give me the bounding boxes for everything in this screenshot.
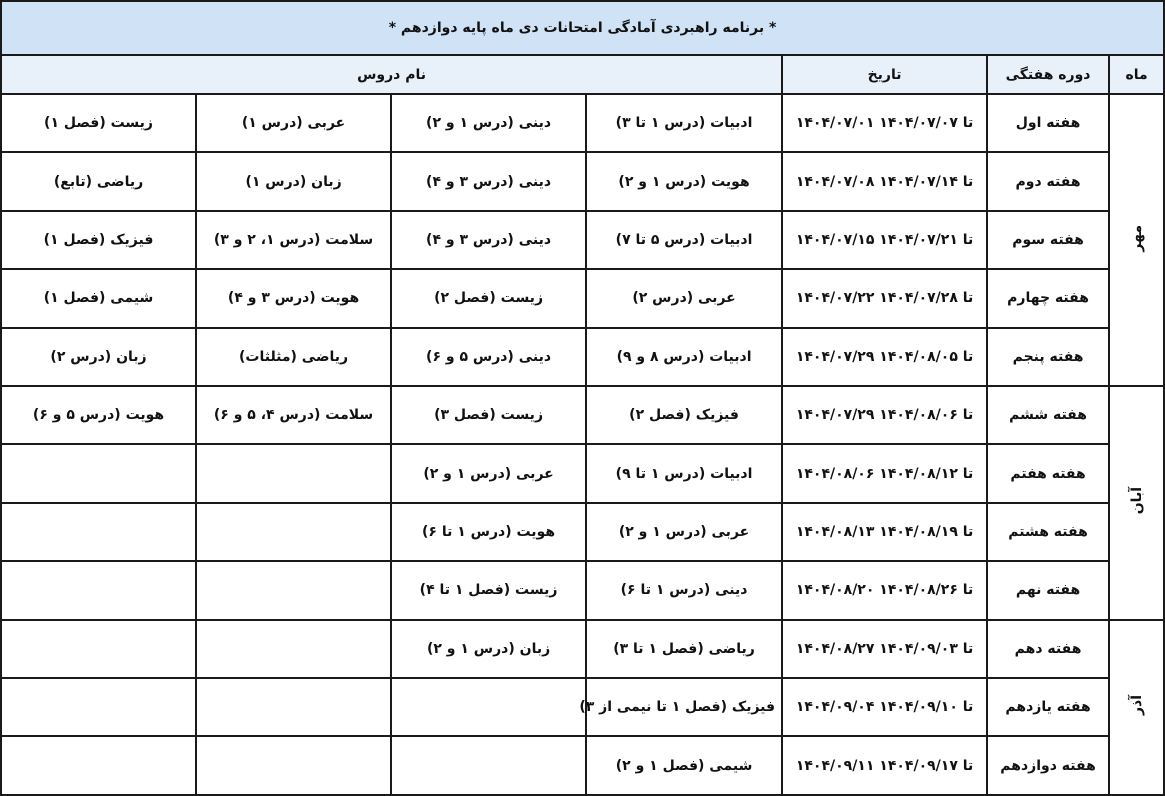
week-cell: هفته دوازدهم — [987, 736, 1109, 795]
subject-cell: سلامت (درس ۱، ۲ و ۳) — [196, 211, 391, 269]
table-row — [1, 328, 1164, 386]
week-cell: هفته پنجم — [987, 328, 1109, 386]
subject-cell: دینی (درس ۵ و ۶) — [391, 328, 586, 386]
week-cell: هفته سوم — [987, 211, 1109, 269]
subject-cell: فیزیک (فصل ۲) — [586, 386, 782, 444]
subject-cell: زبان (درس ۲) — [1, 328, 196, 386]
month-label: مهر — [1128, 224, 1145, 252]
subject-cell — [196, 620, 391, 678]
week-cell: هفته دوم — [987, 152, 1109, 210]
subject-cell: هویت (درس ۳ و ۴) — [196, 269, 391, 327]
subject-cell: فیزیک (فصل ۱ تا نیمی از ۳) — [586, 678, 782, 736]
subject-cell: دینی (درس ۱ و ۲) — [391, 94, 586, 152]
table-row — [1, 736, 1164, 795]
month-cell — [1109, 386, 1164, 620]
subject-cell: عربی (درس ۱ و ۲) — [391, 444, 586, 502]
header-month: ماه — [1109, 55, 1164, 94]
subject-cell: زیست (فصل ۱ تا ۴) — [391, 561, 586, 619]
header-week: دوره هفتگی — [987, 55, 1109, 94]
subject-cell: دینی (درس ۳ و ۴) — [391, 152, 586, 210]
subject-cell — [196, 444, 391, 502]
subject-cell — [196, 736, 391, 795]
subject-cell: زبان (درس ۱ و ۲) — [391, 620, 586, 678]
date-range-cell: ۱۴۰۴/۰۷/۲۲ تا ۱۴۰۴/۰۷/۲۸ — [782, 269, 987, 327]
header-date: تاریخ — [782, 55, 987, 94]
subject-cell: ریاضی (مثلثات) — [196, 328, 391, 386]
subject-cell: فیزیک (فصل ۱) — [1, 211, 196, 269]
table-row — [1, 444, 1164, 502]
date-range-cell: ۱۴۰۴/۰۷/۲۹ تا ۱۴۰۴/۰۸/۰۶ — [782, 386, 987, 444]
month-cell — [1109, 620, 1164, 795]
date-range-cell: ۱۴۰۴/۰۷/۲۹ تا ۱۴۰۴/۰۸/۰۵ — [782, 328, 987, 386]
week-cell: هفته اول — [987, 94, 1109, 152]
subject-cell: هویت (درس ۱ تا ۶) — [391, 503, 586, 561]
table-row — [1, 152, 1164, 210]
subject-cell — [1, 736, 196, 795]
subject-cell — [1, 444, 196, 502]
subject-cell: عربی (درس ۲) — [586, 269, 782, 327]
subject-cell — [1, 678, 196, 736]
header-subjects: نام دروس — [1, 55, 782, 94]
date-range-cell: ۱۴۰۴/۰۷/۰۸ تا ۱۴۰۴/۰۷/۱۴ — [782, 152, 987, 210]
subject-cell: سلامت (درس ۴، ۵ و ۶) — [196, 386, 391, 444]
week-cell: هفته چهارم — [987, 269, 1109, 327]
schedule-body — [1, 94, 1164, 795]
subject-cell: ادبیات (درس ۱ تا ۹) — [586, 444, 782, 502]
subject-cell: شیمی (فصل ۱) — [1, 269, 196, 327]
week-cell: هفته هشتم — [987, 503, 1109, 561]
subject-cell: هویت (درس ۵ و ۶) — [1, 386, 196, 444]
date-range-cell: ۱۴۰۴/۰۷/۱۵ تا ۱۴۰۴/۰۷/۲۱ — [782, 211, 987, 269]
subject-cell: عربی (درس ۱) — [196, 94, 391, 152]
date-range-cell: ۱۴۰۴/۰۸/۲۰ تا ۱۴۰۴/۰۸/۲۶ — [782, 561, 987, 619]
week-cell: هفته ششم — [987, 386, 1109, 444]
subject-cell — [391, 736, 586, 795]
week-cell: هفته دهم — [987, 620, 1109, 678]
subject-cell: هویت (درس ۱ و ۲) — [586, 152, 782, 210]
subject-cell: ادبیات (درس ۱ تا ۳) — [586, 94, 782, 152]
subject-cell — [196, 678, 391, 736]
table-row — [1, 561, 1164, 619]
month-label: آذر — [1128, 695, 1145, 716]
subject-cell — [196, 561, 391, 619]
subject-cell: دینی (درس ۳ و ۴) — [391, 211, 586, 269]
table-row — [1, 503, 1164, 561]
month-cell — [1109, 94, 1164, 386]
table-row — [1, 211, 1164, 269]
month-label: آبان — [1128, 487, 1145, 515]
table-row — [1, 620, 1164, 678]
subject-cell: زیست (فصل ۱) — [1, 94, 196, 152]
date-range-cell: ۱۴۰۴/۰۸/۲۷ تا ۱۴۰۴/۰۹/۰۳ — [782, 620, 987, 678]
date-range-cell: ۱۴۰۴/۰۸/۱۳ تا ۱۴۰۴/۰۸/۱۹ — [782, 503, 987, 561]
subject-cell — [1, 561, 196, 619]
date-range-cell: ۱۴۰۴/۰۹/۰۴ تا ۱۴۰۴/۰۹/۱۰ — [782, 678, 987, 736]
table-row — [1, 94, 1164, 152]
subject-cell: ریاضی (فصل ۱ تا ۳) — [586, 620, 782, 678]
date-range-cell: ۱۴۰۴/۰۸/۰۶ تا ۱۴۰۴/۰۸/۱۲ — [782, 444, 987, 502]
subject-cell: زبان (درس ۱) — [196, 152, 391, 210]
subject-cell — [196, 503, 391, 561]
subject-cell — [1, 503, 196, 561]
subject-cell: شیمی (فصل ۱ و ۲) — [586, 736, 782, 795]
subject-cell: دینی (درس ۱ تا ۶) — [586, 561, 782, 619]
subject-cell: ادبیات (درس ۸ و ۹) — [586, 328, 782, 386]
subject-cell — [1, 620, 196, 678]
table-row — [1, 386, 1164, 444]
subject-cell — [391, 678, 586, 736]
date-range-cell: ۱۴۰۴/۰۷/۰۱ تا ۱۴۰۴/۰۷/۰۷ — [782, 94, 987, 152]
table-row — [1, 269, 1164, 327]
subject-cell: عربی (درس ۱ و ۲) — [586, 503, 782, 561]
week-cell: هفته نهم — [987, 561, 1109, 619]
subject-cell: ادبیات (درس ۵ تا ۷) — [586, 211, 782, 269]
week-cell: هفته هفتم — [987, 444, 1109, 502]
subject-cell: زیست (فصل ۲) — [391, 269, 586, 327]
subject-cell: زیست (فصل ۳) — [391, 386, 586, 444]
date-range-cell: ۱۴۰۴/۰۹/۱۱ تا ۱۴۰۴/۰۹/۱۷ — [782, 736, 987, 795]
table-row — [1, 678, 1164, 736]
page-title: * برنامه راهبردی آمادگی امتحانات دی ماه پایه دوازدهم * — [1, 1, 1164, 55]
subject-cell: ریاضی (تابع) — [1, 152, 196, 210]
week-cell: هفته یازدهم — [987, 678, 1109, 736]
